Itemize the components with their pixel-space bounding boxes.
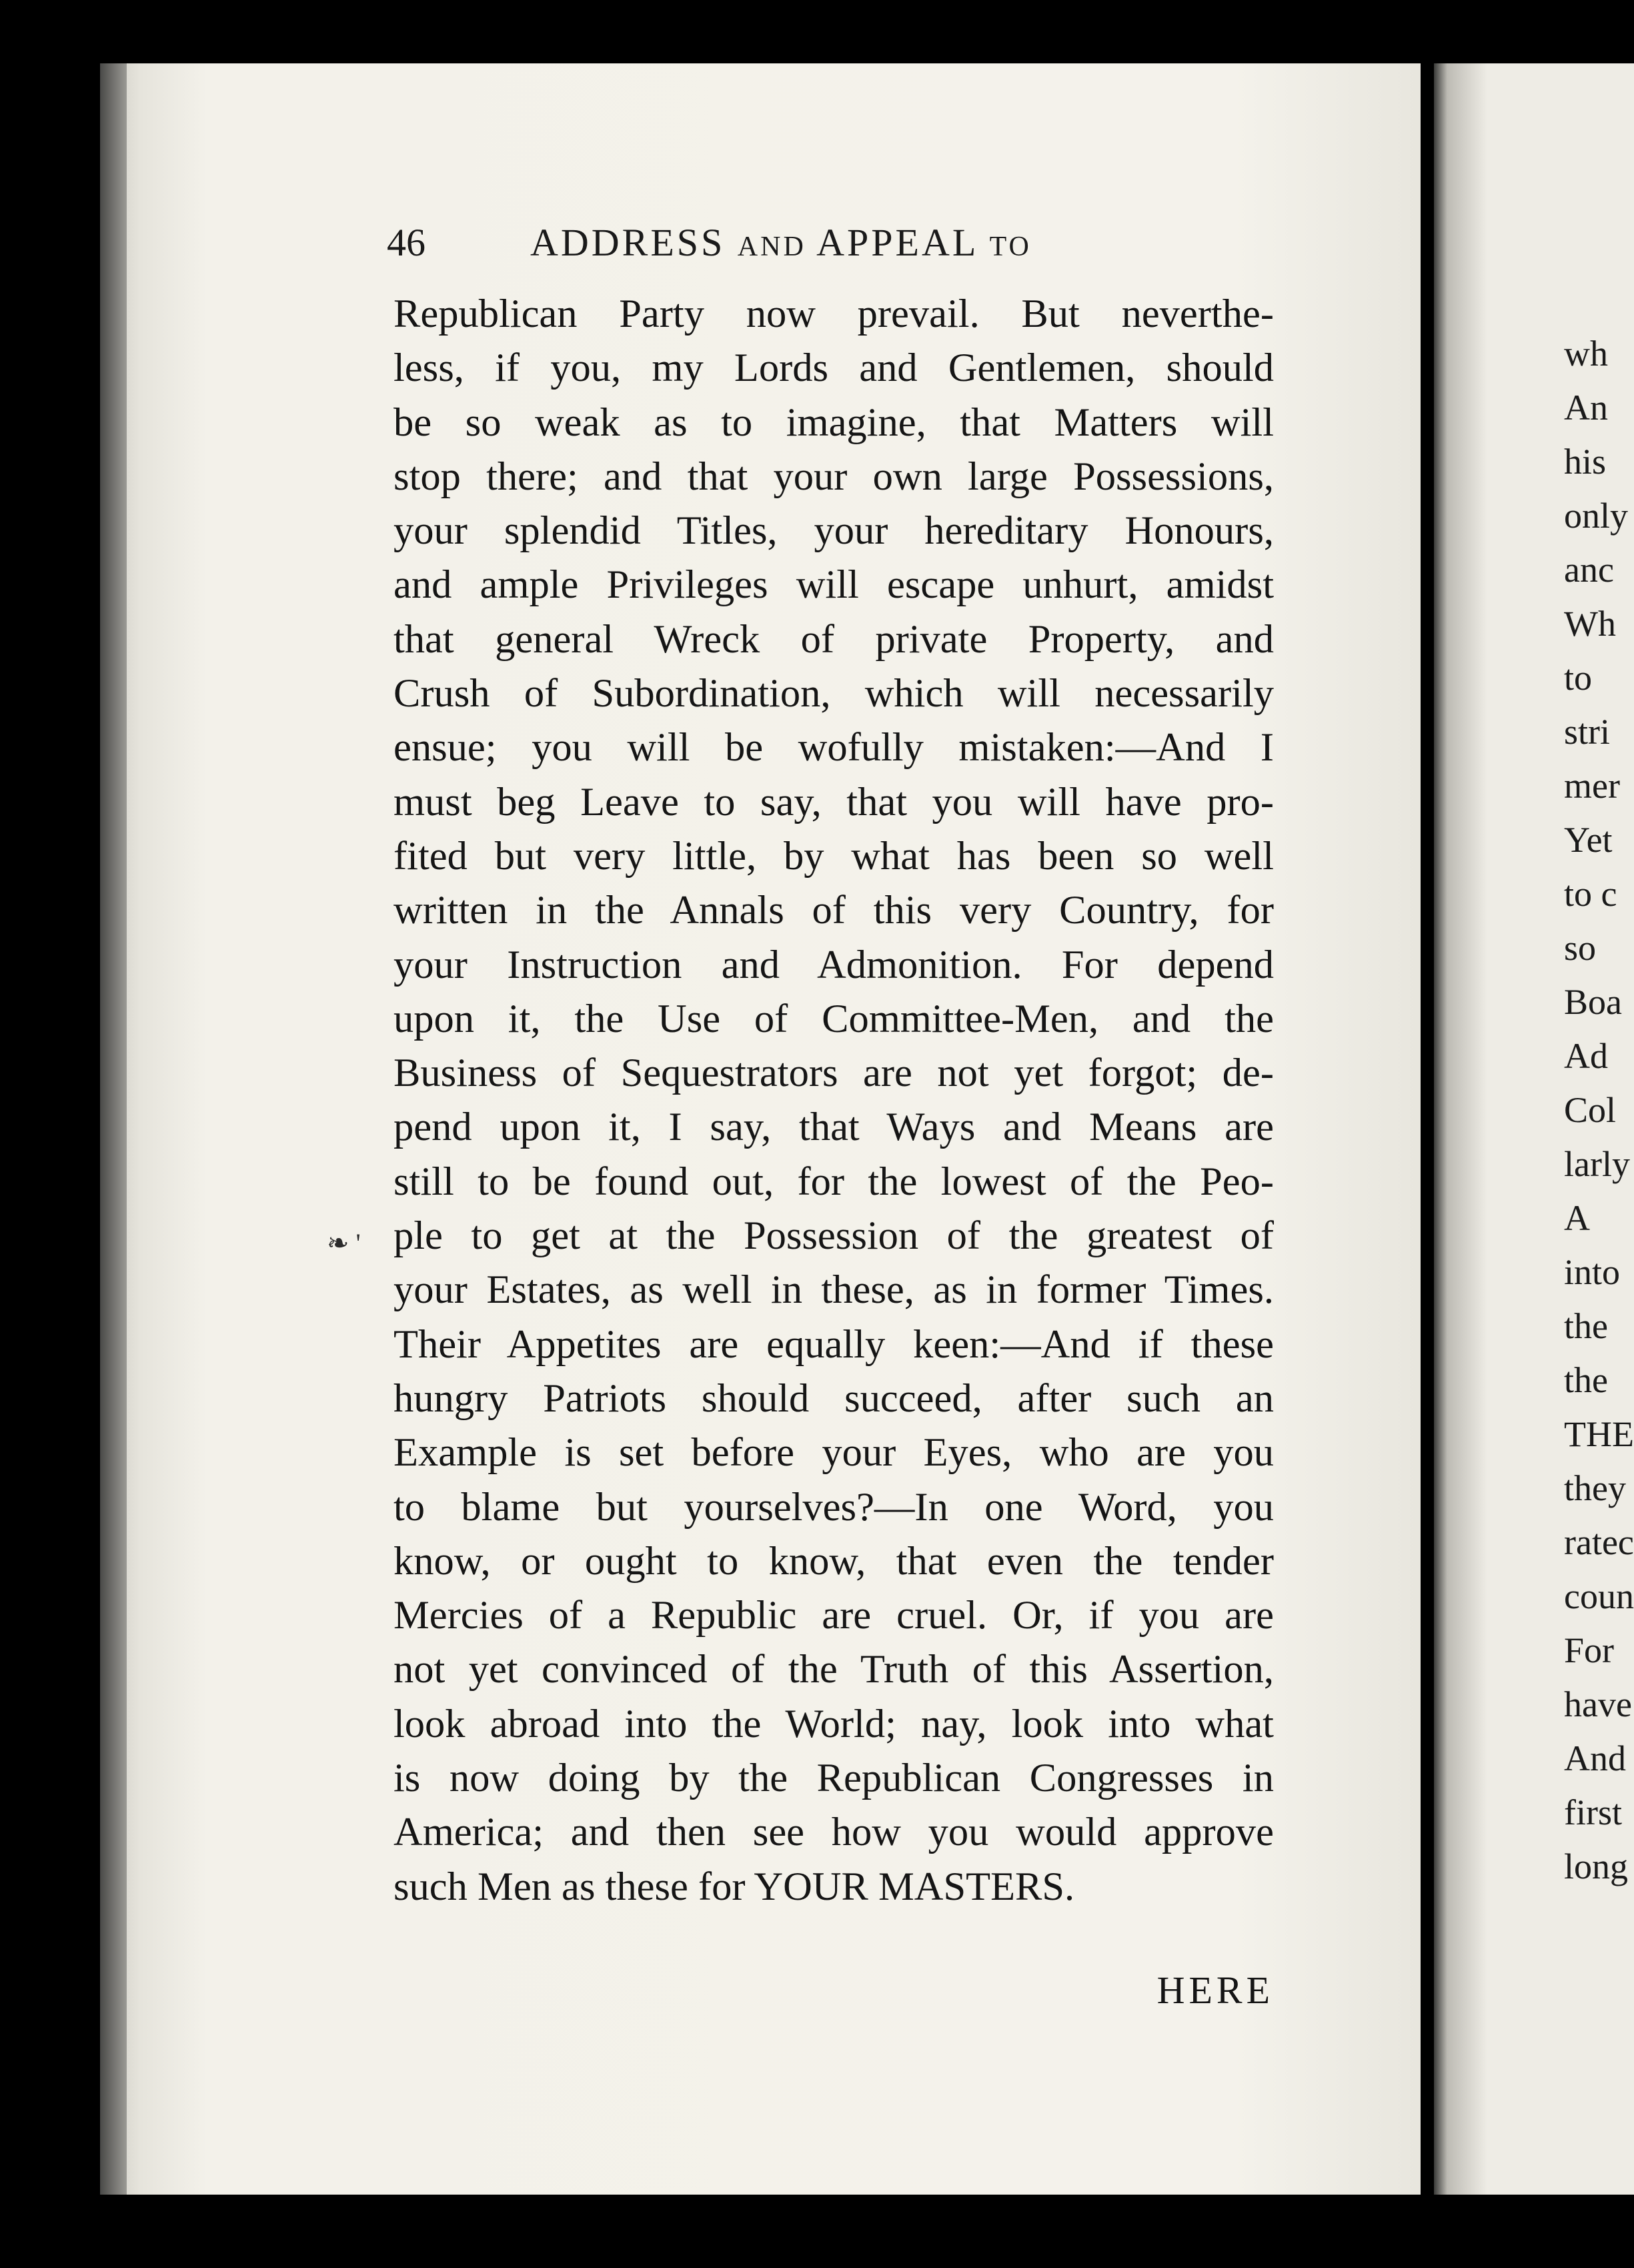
- text-line: upon it, the Use of Committee-Men, and the: [393, 996, 1274, 1041]
- fragment-line: so: [1564, 928, 1597, 968]
- running-title-to: TO: [989, 231, 1032, 262]
- fragment-line: long: [1564, 1846, 1629, 1886]
- fragment-line: coun: [1564, 1576, 1634, 1616]
- text-line: to blame but yourselves?—In one Word, you: [393, 1484, 1274, 1530]
- fragment-line: THE: [1564, 1414, 1634, 1454]
- text-line: be so weak as to imagine, that Matters will: [393, 400, 1274, 445]
- running-title-and: AND: [737, 231, 806, 262]
- fragment-line: to c: [1564, 874, 1617, 914]
- text-line: is now doing by the Republican Congresses in: [393, 1756, 1274, 1801]
- text-line: your splendid Titles, your hereditary Honours,: [393, 508, 1274, 554]
- body-text: [393, 287, 1274, 1914]
- fragment-line: stri: [1564, 712, 1611, 752]
- text-line: ensue; you will be wofully mistaken:—And I: [393, 725, 1274, 770]
- fragment-line: larly: [1564, 1144, 1630, 1184]
- text-line: must beg Leave to say, that you will have pro-: [393, 779, 1274, 824]
- text-line: Mercies of a Republic are cruel. Or, if you are: [393, 1593, 1274, 1638]
- running-head: [387, 220, 1281, 280]
- text-line: written in the Annals of this very Country, for: [393, 888, 1274, 933]
- running-title-part1: ADDRESS: [530, 221, 726, 264]
- fragment-line: the: [1564, 1360, 1608, 1400]
- fragment-line: wh: [1564, 334, 1608, 374]
- fragment-line: anc: [1564, 550, 1614, 590]
- text-line: pend upon it, I say, that Ways and Means are: [393, 1105, 1274, 1150]
- text-line: stop there; and that your own large Possessions,: [393, 454, 1274, 499]
- text-line: still to be found out, for the lowest of the Peo-: [393, 1159, 1274, 1204]
- fragment-line: his: [1564, 442, 1607, 482]
- text-line: that general Wreck of private Property, and: [393, 616, 1274, 662]
- fragment-line: An: [1564, 388, 1608, 428]
- fragment-line: first: [1564, 1792, 1622, 1832]
- fragment-line: the: [1564, 1306, 1608, 1346]
- text-line: look abroad into the World; nay, look into what: [393, 1701, 1274, 1746]
- text-line: America; and then see how you would approve: [393, 1810, 1274, 1855]
- text-line: hungry Patriots should succeed, after such an: [393, 1375, 1274, 1421]
- fragment-line: to: [1564, 658, 1593, 698]
- text-line: your Estates, as well in these, as in former Times.: [393, 1267, 1274, 1313]
- fragment-line: Ad: [1564, 1036, 1608, 1076]
- fragment-line: only: [1564, 496, 1629, 536]
- text-line: ple to get at the Possession of the greatest of: [393, 1213, 1274, 1259]
- fragment-line: Boa: [1564, 982, 1622, 1022]
- right-page-text-fragments: [1564, 327, 1634, 1894]
- page-number: 46: [387, 221, 426, 264]
- fragment-line: Yet: [1564, 820, 1613, 860]
- binding-gutter: [100, 63, 127, 2195]
- running-title: [530, 220, 1032, 265]
- margin-mark: ❧ ': [327, 1228, 361, 1258]
- fragment-line: mer: [1564, 766, 1620, 806]
- text-line: Example is set before your Eyes, who are you: [393, 1430, 1274, 1476]
- fragment-line: For: [1564, 1630, 1615, 1670]
- catchword: HERE: [1156, 1968, 1274, 2012]
- fragment-line: And: [1564, 1738, 1626, 1778]
- text-line: Their Appetites are equally keen:—And if these: [393, 1321, 1274, 1367]
- fragment-line: Col: [1564, 1090, 1617, 1130]
- text-line: such Men as these for YOUR MASTERS.: [393, 1864, 1075, 1909]
- running-title-part2: APPEAL: [816, 221, 978, 264]
- fragment-line: they: [1564, 1468, 1626, 1508]
- text-line: not yet convinced of the Truth of this Assertion,: [393, 1647, 1274, 1692]
- text-line: and ample Privileges will escape unhurt, amidst: [393, 562, 1274, 608]
- text-line: know, or ought to know, that even the tender: [393, 1538, 1274, 1584]
- fragment-line: Wh: [1564, 604, 1616, 644]
- fragment-line: have: [1564, 1684, 1632, 1724]
- text-line: Crush of Subordination, which will necessarily: [393, 671, 1274, 716]
- fragment-line: A: [1564, 1198, 1590, 1238]
- text-line: less, if you, my Lords and Gentlemen, should: [393, 346, 1274, 391]
- fragment-line: ratec: [1564, 1522, 1634, 1562]
- fragment-line: into: [1564, 1252, 1621, 1292]
- text-line: your Instruction and Admonition. For depend: [393, 942, 1274, 987]
- text-line: Republican Party now prevail. But neverthe-: [393, 292, 1274, 336]
- text-line: fited but very little, by what has been so well: [393, 833, 1274, 879]
- text-line: Business of Sequestrators are not yet forgot; de-: [393, 1051, 1274, 1096]
